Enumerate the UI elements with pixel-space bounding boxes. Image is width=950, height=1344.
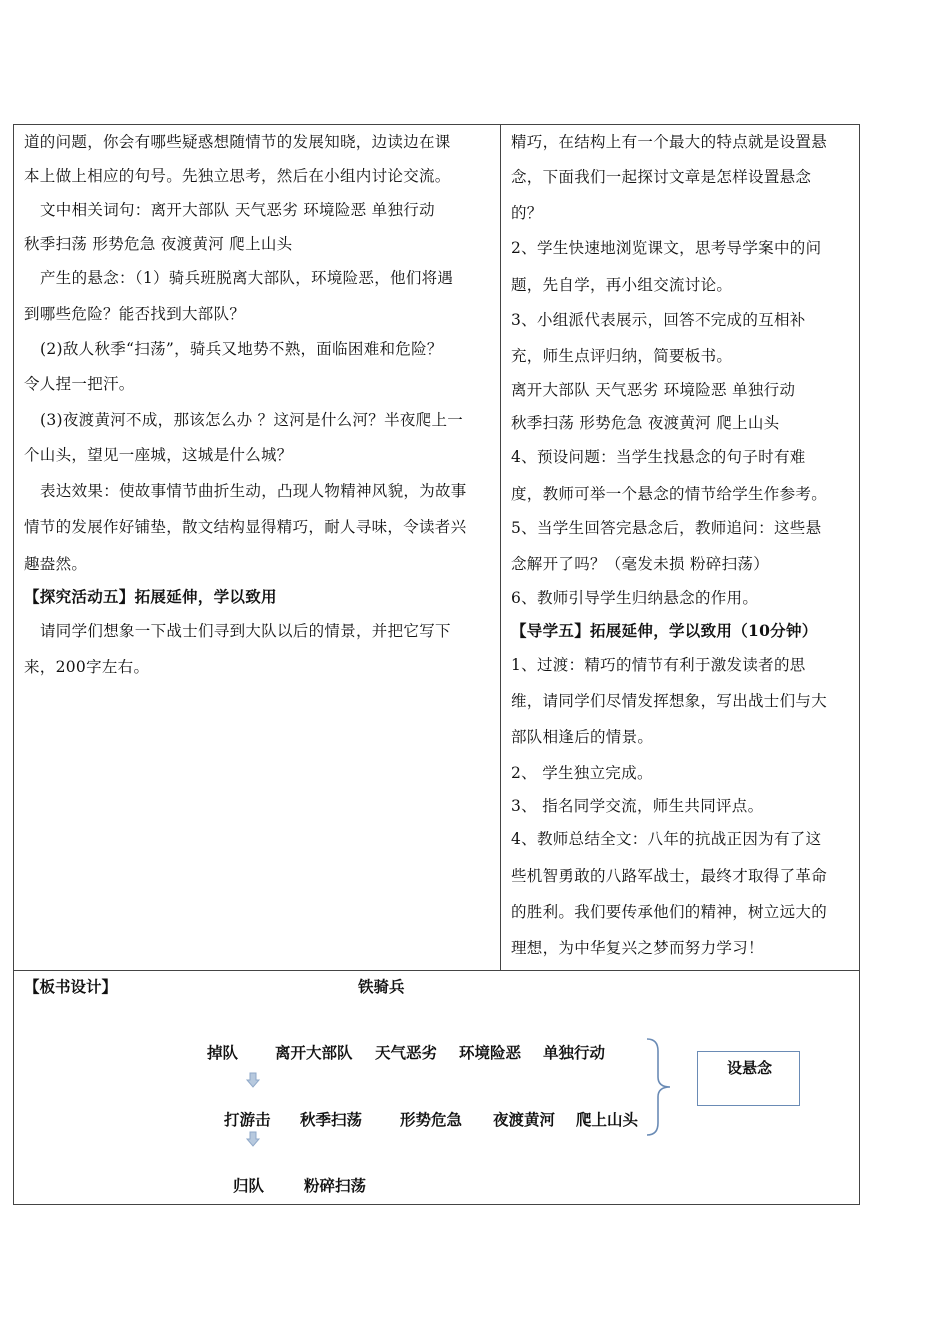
- left-line: 本上做上相应的句号。先独立思考，然后在小组内讨论交流。: [24, 167, 451, 185]
- row2-item: 形势危急: [400, 1110, 463, 1129]
- column-divider: [500, 125, 501, 970]
- row1-item: 环境险恶: [459, 1043, 522, 1062]
- left-line: 请同学们想象一下战士们寻到大队以后的情景，并把它写下: [40, 622, 451, 640]
- row2-item: 夜渡黄河: [493, 1110, 556, 1129]
- right-line: 念解开了吗？（毫发未损 粉碎扫荡）: [511, 555, 770, 573]
- right-line: 4、预设问题：当学生找悬念的句子时有难: [511, 448, 806, 466]
- right-line: 维，请同学们尽情发挥想象，写出战士们与大: [511, 692, 828, 710]
- right-line: 度，教师可举一个悬念的情节给学生作参考。: [511, 485, 828, 503]
- left-line: 令人捏一把汗。: [24, 375, 135, 393]
- right-line: 的胜利。我们要传承他们的精神，树立远大的: [511, 903, 828, 921]
- right-line: 5、当学生回答完悬念后，教师追问：这些悬: [511, 519, 822, 537]
- right-line: 部队相逢后的情景。: [511, 728, 654, 746]
- right-line: 1、过渡：精巧的情节有利于激发读者的思: [511, 656, 806, 674]
- right-line: 4、教师总结全文：八年的抗战正因为有了这: [511, 830, 822, 848]
- right-line: 离开大部队 天气恶劣 环境险恶 单独行动: [511, 381, 796, 399]
- blackboard-design: [14, 971, 859, 1204]
- left-line: 道的问题，你会有哪些疑惑想随情节的发展知晓，边读边在课: [24, 133, 451, 151]
- lesson-table: [13, 124, 860, 1205]
- left-line: 表达效果：使故事情节曲折生动，凸现人物精神风貌，为故事: [40, 482, 467, 500]
- box-label: 设悬念: [727, 1059, 773, 1077]
- left-line: 秋季扫荡 形势危急 夜渡黄河 爬上山头: [24, 235, 293, 253]
- section-heading: 【探究活动五】拓展延伸，学以致用: [24, 587, 277, 606]
- row2-item: 秋季扫荡: [300, 1110, 363, 1129]
- left-line: 趣盎然。: [24, 555, 88, 573]
- section-heading: 【导学五】拓展延伸，学以致用（10分钟）: [511, 621, 818, 640]
- left-line: 到哪些危险？能否找到大部队？: [24, 305, 246, 323]
- down-arrow-icon: [245, 1131, 261, 1147]
- right-line: 3、 指名同学交流，师生共同评点。: [511, 797, 764, 815]
- left-line: (3)夜渡黄河不成，那该怎么办 ？这河是什么河？半夜爬上一: [40, 411, 464, 429]
- row2-head: 打游击: [224, 1110, 271, 1129]
- suspense-box: [697, 1051, 800, 1106]
- left-line: 情节的发展作好铺垫，散文结构显得精巧，耐人寻味，令读者兴: [24, 518, 467, 536]
- right-line: 理想，为中华复兴之梦而努力学习！: [511, 939, 764, 957]
- row3-head: 归队: [233, 1176, 265, 1195]
- row1-head: 掉队: [207, 1043, 239, 1062]
- right-line: 念，下面我们一起探讨文章是怎样设置悬念: [511, 168, 812, 186]
- row1-item: 天气恶劣: [375, 1043, 438, 1062]
- left-line: 个山头，望见一座城，这城是什么城？: [24, 446, 293, 464]
- row1-item: 离开大部队: [275, 1043, 353, 1062]
- right-brace-icon: [644, 1037, 674, 1137]
- right-line: 6、教师引导学生归纳悬念的作用。: [511, 589, 759, 607]
- right-line: 精巧，在结构上有一个最大的特点就是设置悬: [511, 133, 828, 151]
- right-line: 的？: [511, 204, 543, 222]
- right-line: 秋季扫荡 形势危急 夜渡黄河 爬上山头: [511, 414, 780, 432]
- row1-item: 单独行动: [543, 1043, 606, 1062]
- right-line: 些机智勇敢的八路军战士，最终才取得了革命: [511, 867, 828, 885]
- left-line: 产生的悬念：（1）骑兵班脱离大部队，环境险恶，他们将遇: [40, 269, 454, 287]
- left-line: 文中相关词句：离开大部队 天气恶劣 环境险恶 单独行动: [40, 201, 435, 219]
- left-line: (2)敌人秋季“扫荡”，骑兵又地势不熟，面临困难和危险？: [40, 340, 443, 358]
- right-line: 充，师生点评归纳，简要板书。: [511, 347, 733, 365]
- right-line: 2、 学生独立完成。: [511, 764, 653, 782]
- row3-item: 粉碎扫荡: [304, 1176, 367, 1195]
- row2-item: 爬上山头: [576, 1110, 639, 1129]
- right-line: 3、小组派代表展示，回答不完成的互相补: [511, 311, 806, 329]
- board-label: 【板书设计】: [24, 977, 118, 996]
- board-title: 铁骑兵: [358, 977, 405, 996]
- left-line: 来，200字左右。: [24, 658, 150, 676]
- down-arrow-icon: [245, 1072, 261, 1088]
- right-line: 2、学生快速地浏览课文，思考导学案中的问: [511, 239, 822, 257]
- right-line: 题，先自学，再小组交流讨论。: [511, 276, 733, 294]
